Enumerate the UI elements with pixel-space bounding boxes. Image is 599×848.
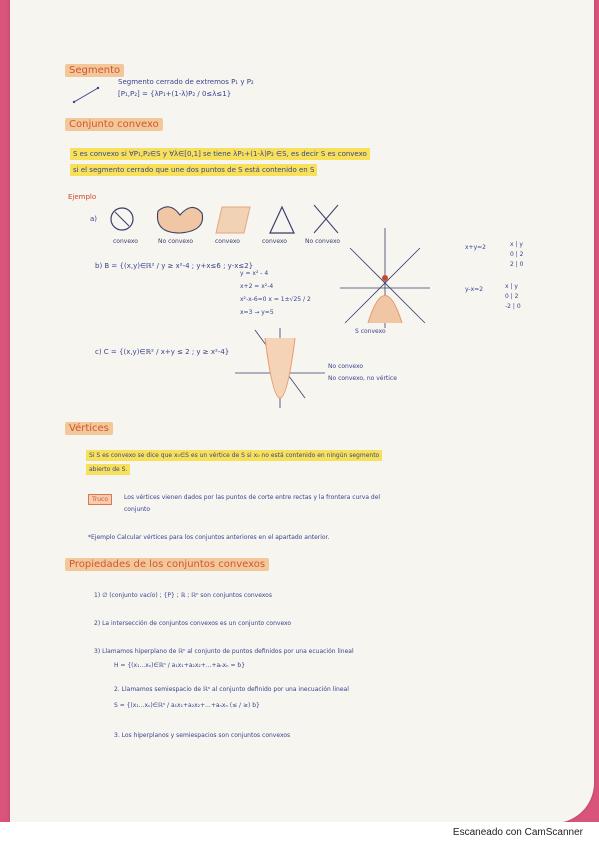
prop-1: 1) ∅ (conjunto vacío) ; {P} ; ℝ ; ℝⁿ son conjuntos convexos [94, 592, 272, 599]
example-a-label: a) [90, 215, 98, 223]
section-title-propiedades: Propiedades de los conjuntos convexos [65, 558, 269, 571]
b-work-2: x+2 = x²-4 [240, 283, 274, 290]
fig-label-5: No convexo [305, 238, 341, 245]
example-b-text: b) B = {(x,y)∈ℝ² / y ≥ x²-4 ; y+x≤6 ; y-x≤2} [95, 262, 254, 270]
segmento-line1: Segmento cerrado de extremos P₁ y P₂ [118, 78, 254, 86]
b-work-1: y = x² - 4 [240, 270, 269, 277]
convex-shapes-figures [110, 203, 350, 243]
fig-label-4: convexo [262, 238, 287, 245]
c-note-1: No convexo [328, 363, 364, 370]
segmento-line2: [P₁,P₂] = {λP₁+(1-λ)P₂ / 0≤λ≤1} [118, 90, 232, 98]
fig-label-3: convexo [215, 238, 240, 245]
fig-label-2: No convexo [158, 238, 194, 245]
fig-label-1: convexo [113, 238, 138, 245]
table1: x | y 0 | 2 2 | 0 [510, 241, 524, 268]
b-work-3: x²-x-6=0 x = 1±√25 / 2 [240, 296, 311, 303]
prop-3e: 3. Los hiperplanos y semiespacios son conjuntos convexos [114, 732, 291, 739]
s-convexo-label: S convexo [355, 328, 386, 335]
vertices-definition-1: Si S es convexo se dice que x₀∈S es un vértice de S si x₀ no está contenido en ningún segmento [86, 450, 382, 461]
prop-3b: H = {(x₁...xₙ)∈ℝⁿ / a₁x₁+a₂x₂+...+aₙxₙ = b} [114, 662, 246, 669]
prop-3a: 3) Llamamos hiperplano de ℝⁿ al conjunto de puntos definidos por una ecuación lineal [94, 648, 354, 655]
camscanner-footer: Escaneado con CamScanner [452, 827, 583, 838]
convexo-definition-2: si el segmento cerrado que une dos puntos de S está contenido en S [70, 164, 317, 176]
vertices-definition-2: abierto de S. [86, 464, 130, 475]
section-title-segmento: Segmento [65, 64, 124, 77]
convexo-definition-1: S es convexo si ∀P₁,P₂∈S y ∀λ∈[0,1] se tiene λP₁+(1-λ)P₂ ∈S, es decir S es convexo [70, 148, 370, 160]
prop-2: 2) La intersección de conjuntos convexos es un conjunto convexo [94, 620, 292, 627]
prop-3d: S = {(x₁...xₙ)∈ℝⁿ / a₁x₁+a₂x₂+...+aₙxₙ (≤ / ≥) b} [114, 702, 260, 709]
prop-3c: 2. Llamamos semiespacio de ℝⁿ al conjunto definido por una inecuación lineal [114, 686, 349, 693]
section-title-vertices: Vértices [65, 422, 113, 435]
table2: x | y 0 | 2 -2 | 0 [505, 283, 521, 310]
b-work-4: x=3 → y=5 [240, 309, 274, 316]
section-title-conjunto-convexo: Conjunto convexo [65, 118, 163, 131]
table1-title: x+y=2 [465, 244, 486, 251]
graph-b-sketch [340, 228, 430, 328]
c-note-2: No convexo, no vértice [328, 375, 397, 382]
segment-sketch-icon [70, 82, 110, 106]
truco-text: Los vértices vienen dados por las puntos de corte entre rectas y la frontera curva del [124, 494, 381, 501]
example-c-text: c) C = {(x,y)∈ℝ² / x+y ≤ 2 ; y ≥ x²-4} [95, 348, 230, 356]
vertices-exercise: *Ejemplo Calcular vértices para los conjuntos anteriores en el apartado anterior. [88, 534, 330, 541]
graph-c-sketch [235, 328, 325, 408]
example-title: Ejemplo [68, 193, 97, 201]
truco-label: Truco [88, 494, 112, 505]
truco-text-2: conjunto [124, 506, 151, 513]
table2-title: y-x=2 [465, 286, 484, 293]
notebook-page [10, 0, 594, 823]
